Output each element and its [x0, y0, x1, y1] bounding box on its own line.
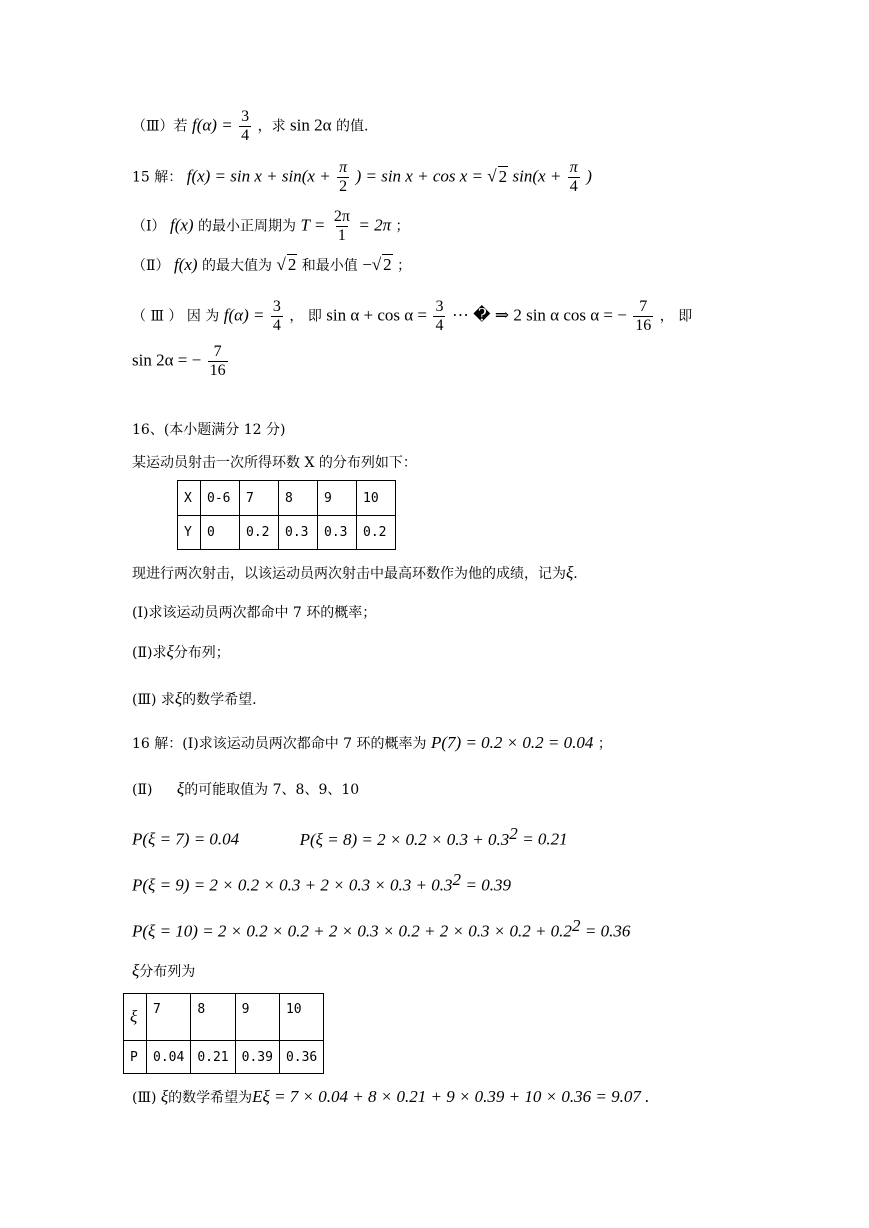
fraction: $\frac{7}{16}$ — [635, 298, 652, 334]
solution-15-final: sin 2α = − $\frac{7}{16}$ — [132, 343, 226, 379]
probability-xi-7-and-8: P(ξ = 7) = 0.04 $P(\xi = 8) = 2 \times 0.2 \times 0.3 + 0.3^2 = 0.21$ — [132, 824, 568, 849]
table-row: Y 0 0.2 0.3 0.3 0.2 — [178, 516, 396, 550]
fraction: $\frac{\pi}{4}$ — [569, 159, 578, 195]
solution-15-part-iii: （ Ⅲ ） 因 为 f(α) = $\frac{3}{4}$ ， 即 sin α + cos α = $\frac{3}{4}$ ··· � ⇒ 2 sin α cos α = − $\frac{7}{16}$ ， 即 — [132, 298, 693, 334]
question-16-part-i: (Ⅰ)求该运动员两次都命中 7 环的概率； — [132, 605, 377, 621]
solution-16-part-i: 16 解：(Ⅰ)求该运动员两次都命中 7 环的概率为 P(7) = 0.2 × 0.2 = 0.04 ； — [132, 733, 612, 752]
table-row: P 0.04 0.21 0.39 0.36 — [124, 1041, 324, 1074]
question-16-part-ii: (Ⅱ)求ξ分布列； — [132, 642, 230, 661]
question-16-part-iii: (Ⅲ) 求ξ的数学希望. — [132, 689, 257, 708]
fraction: $\frac{3}{4}$ — [272, 298, 281, 334]
fraction: $\frac{3}{4}$ — [435, 298, 444, 334]
solution-15-part-i: （Ⅰ） f(x) 的最小正周期为 T = $\frac{2\pi}{1}$ = 2π ； — [132, 208, 410, 244]
table-row: X 0-6 7 8 9 10 — [178, 481, 396, 516]
fraction: $\frac{3}{4}$ — [241, 108, 250, 144]
solution-16-part-ii: (Ⅱ) ξ的可能取值为 7、8、9、10 — [132, 779, 360, 798]
fraction: $\frac{2\pi}{1}$ — [333, 208, 350, 244]
question-16-description: 现进行两次射击，以该运动员两次射击中最高环数作为他的成绩，记为ξ. — [132, 563, 578, 582]
table-row: ξ 7 8 9 10 — [124, 994, 324, 1041]
problem-14-part-iii: （Ⅲ）若 f(α) = $\frac{3}{4}$ ，求 sin 2α 的值. — [132, 108, 369, 144]
distribution-table-xi — [123, 993, 324, 1074]
solution-15-part-ii: （Ⅱ） f(x) 的最大值为 √ 2 和最小值 −√ 2 ； — [132, 255, 412, 274]
distribution-table-x — [177, 480, 396, 550]
probability-xi-9: $P(\xi = 9) = 2 \times 0.2 \times 0.3 + 2 \times 0.3 \times 0.3 + 0.3^2 = 0.39$ — [132, 870, 511, 895]
xi-distribution-label: ξ分布列为 — [132, 961, 196, 980]
probability-xi-10: $P(\xi = 10) = 2 \times 0.2 \times 0.2 + 2 \times 0.3 \times 0.2 + 2 \times 0.3 \times 0.2 + 0.2^2 = 0.36$ — [132, 916, 631, 941]
solution-16-part-iii: (Ⅲ) ξ的数学希望为Eξ = 7 × 0.04 + 8 × 0.21 + 9 × 0.39 + 10 × 0.36 = 9.07 . — [132, 1087, 650, 1106]
solution-15-header: 15 解： f(x) = sin x + sin(x + $\frac{\pi}{2}$ ) = sin x + cos x = √ 2 sin(x + $\frac{\pi}{4}$ ) — [132, 159, 592, 195]
question-16-header: 16、(本小题满分 12 分) — [132, 422, 286, 438]
question-16-intro: 某运动员射击一次所得环数 X 的分布列如下： — [132, 455, 417, 471]
fraction: $\frac{\pi}{2}$ — [339, 159, 348, 195]
fraction: $\frac{7}{16}$ — [209, 343, 226, 379]
